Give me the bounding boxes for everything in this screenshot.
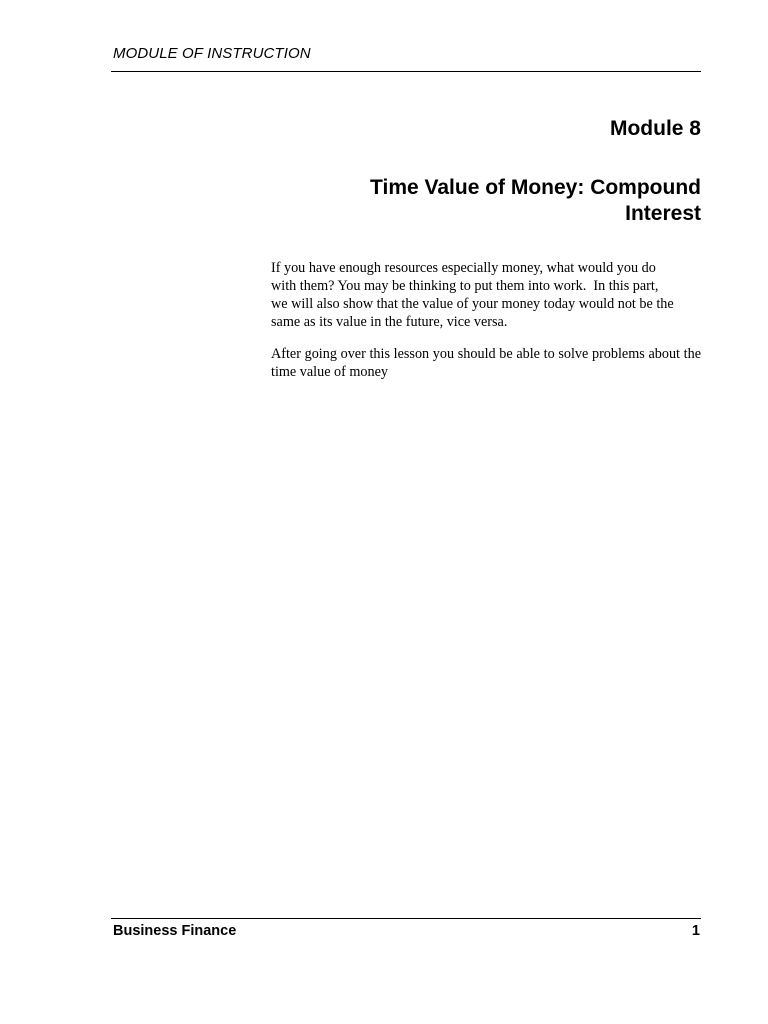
module-title-line-1: Time Value of Money: Compound [370,176,701,199]
intro-line-3: we will also show that the value of your money today would not be the [271,296,674,312]
page-number: 1 [691,923,700,939]
intro-line-1: If you have enough resources especially money, what would you do [271,260,656,276]
running-header: MODULE OF INSTRUCTION [113,45,311,62]
intro-line-4: same as its value in the future, vice versa. [271,314,508,330]
intro-paragraph [271,259,701,331]
intro-line-2: with them? You may be thinking to put them into work. In this part, [271,278,659,294]
objective-paragraph: After going over this lesson you should be able to solve problems about the time value of money [271,346,701,380]
module-title [281,175,701,227]
course-name: Business Finance [113,923,237,939]
module-number: Module 8 [609,117,701,140]
header-divider [111,71,701,72]
footer-divider [111,918,701,919]
module-title-line-2: Interest [625,202,701,225]
